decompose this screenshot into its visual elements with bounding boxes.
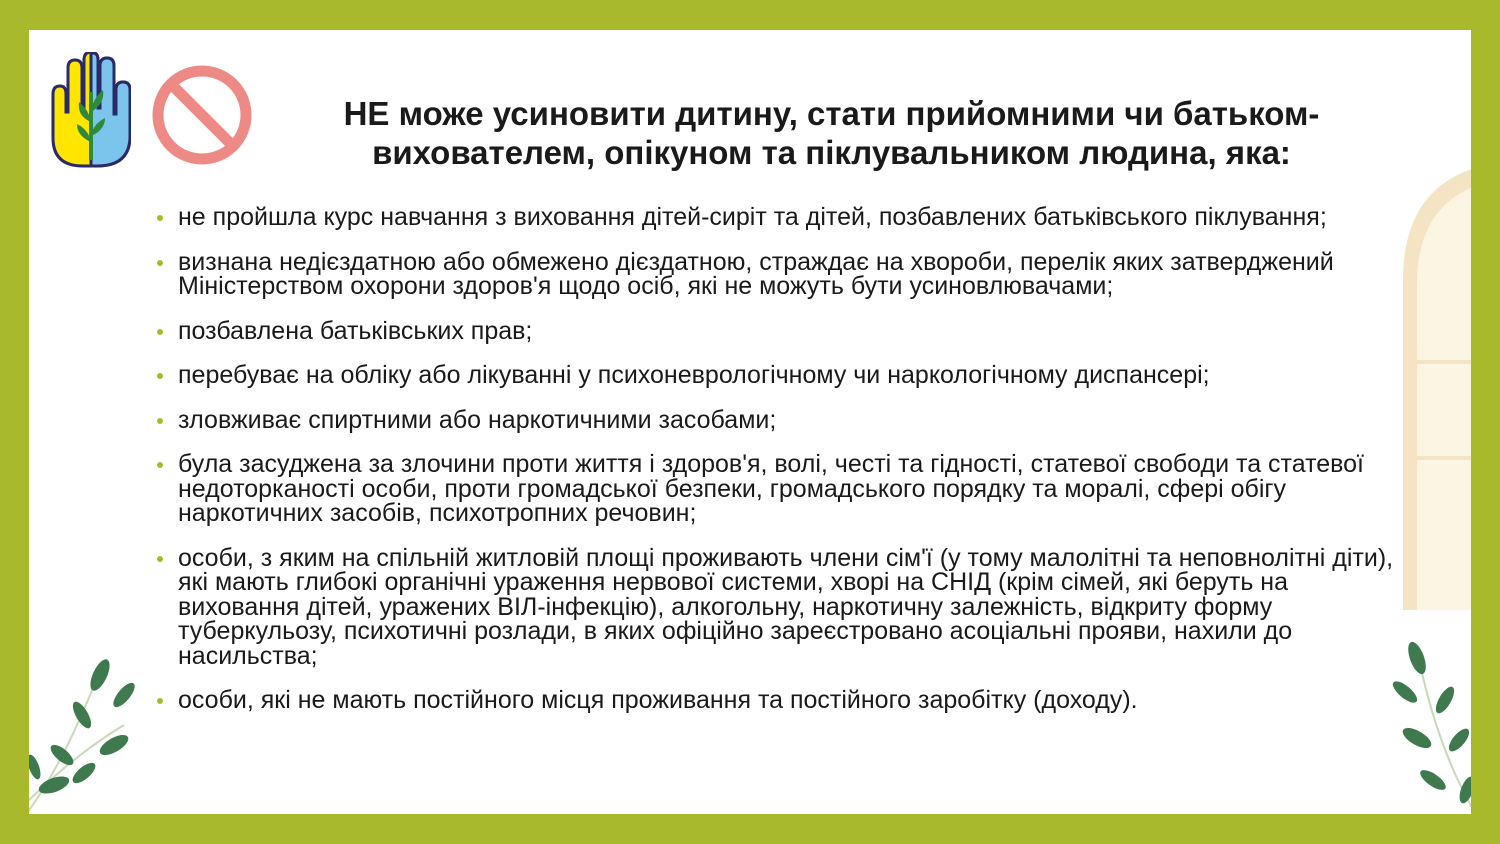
- prohibition-icon: [147, 60, 257, 170]
- leaf-branch-icon: [1387, 630, 1471, 814]
- leaf-branch-icon: [29, 645, 144, 814]
- list-item: не пройшла курс навчання з виховання дітей-сиріт та дітей, позбавлених батьківського піклування;: [157, 205, 1397, 230]
- list-item: позбавлена батьківських прав;: [157, 319, 1397, 344]
- list-item: зловживає спиртними або наркотичними засобами;: [157, 408, 1397, 433]
- slide: [29, 30, 1471, 814]
- hand-sprout-logo-icon: [47, 52, 131, 168]
- page-title: НЕ може усиновити дитину, стати прийомними чи батьком-вихователем, опікуном та піклувальником людина, яка:: [343, 95, 1320, 171]
- list-item: визнана недієздатною або обмежено дієздатною, страждає на хвороби, перелік яких затверджений Міністерством охорони здоров'я щодо осіб, які не можуть бути усиновлювачами;: [157, 250, 1397, 299]
- list-item: особи, які не мають постійного місця проживання та постійного заробітку (доходу).: [157, 688, 1397, 713]
- list-item: особи, з яким на спільній житловій площі проживають члени сім'ї (у тому малолітні та неповнолітні діти), які мають глибокі органічні ураження нервової системи, хворі на СНІД (крім сімей, які беруть на виховання дітей, уражених ВІЛ-інфекцію), алкогольну, наркотичну залежність, відкриту форму туберкульозу, психотичні розлади, в яких офіційно зареєстровано асоціальні прояви, нахили до насильства;: [157, 546, 1397, 669]
- list-item: перебуває на обліку або лікуванні у психоневрологічному чи наркологічному диспансері;: [157, 363, 1397, 388]
- criteria-list: [157, 205, 1397, 733]
- arched-window-decoration: [1403, 160, 1471, 610]
- list-item: була засуджена за злочини проти життя і здоров'я, волі, честі та гідності, статевої свободи та статевої недоторканості особи, проти громадської безпеки, громадського порядку та моралі, сфері обігу наркотичних засобів, психотропних речовин;: [157, 452, 1397, 526]
